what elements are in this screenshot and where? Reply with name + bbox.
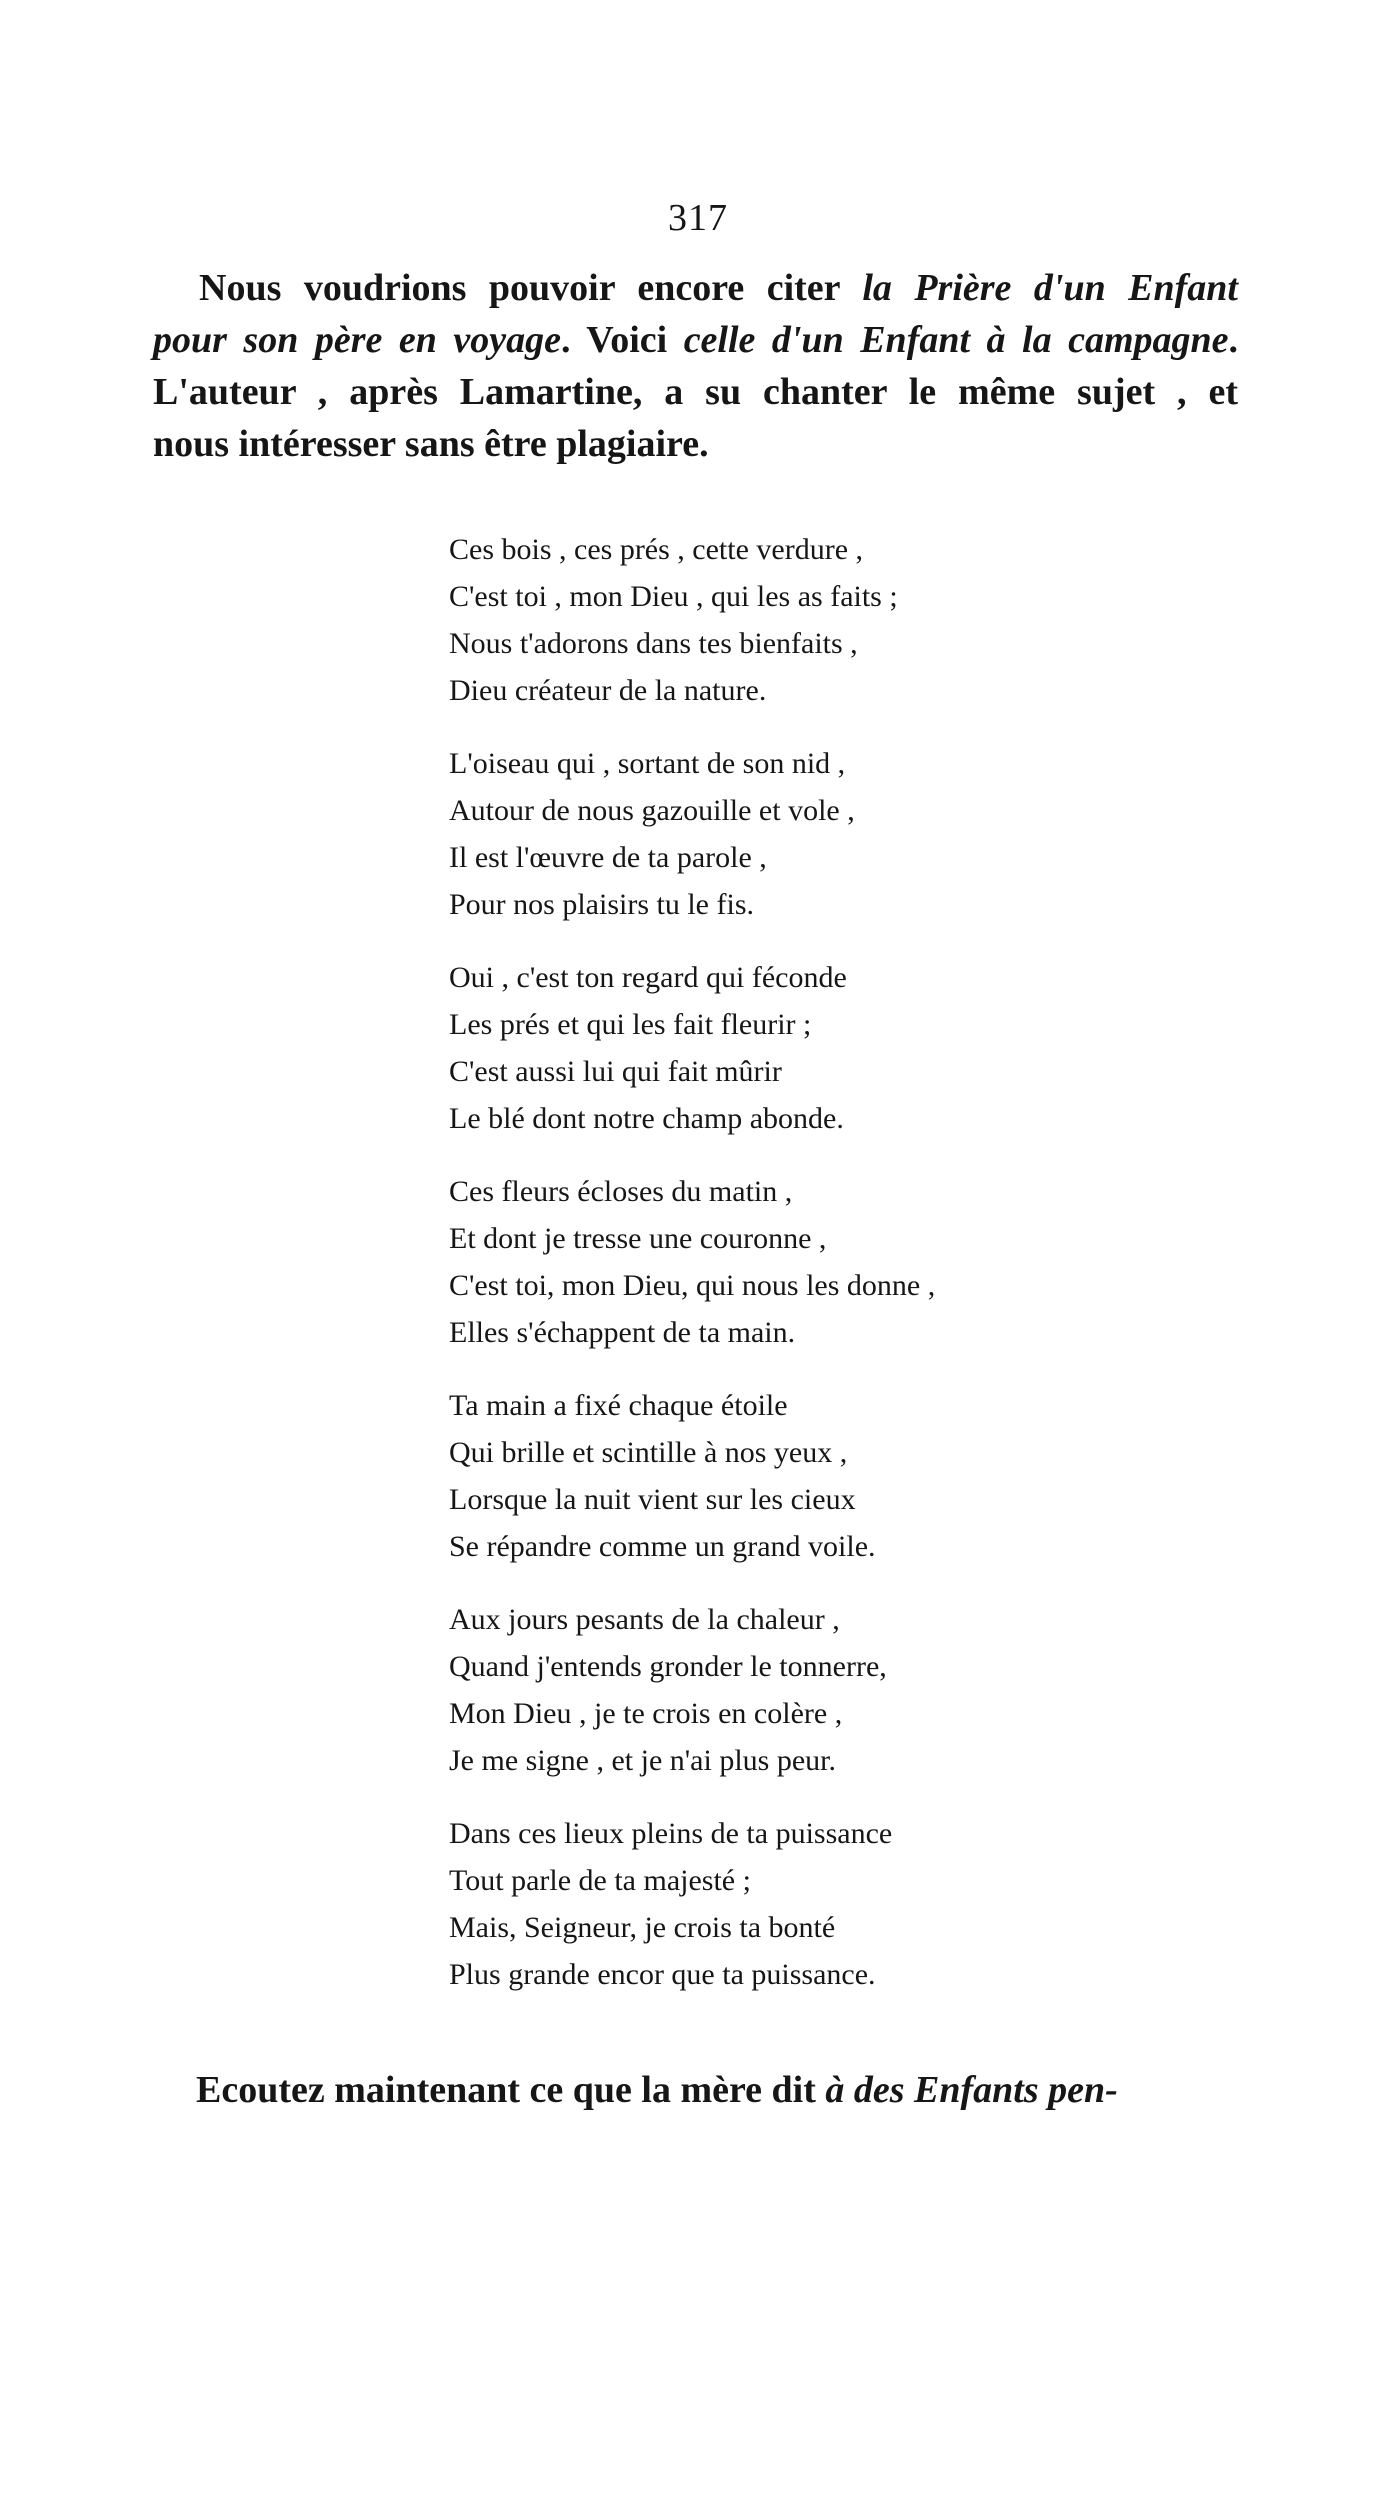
intro-line [153, 418, 1238, 470]
text-run: Ecoutez maintenant ce que la mère dit [196, 2069, 826, 2111]
poem-verse: C'est aussi lui qui fait mûrir [449, 1055, 782, 1088]
poem-stanza [449, 1810, 935, 1998]
poem-stanza [449, 1382, 935, 1570]
text-run: L'auteur , après Lamartine, a su chanter le même sujet , et [153, 371, 1238, 413]
poem-verse: Autour de nous gazouille et vole , [449, 794, 855, 827]
italic-text: la Prière d'un Enfant [862, 267, 1238, 309]
poem-verse: Tout parle de ta majesté ; [449, 1864, 751, 1897]
poem-verse: Je me signe , et je n'ai plus peur. [449, 1744, 836, 1777]
poem-verse: Plus grande encor que ta puissance. [449, 1958, 876, 1991]
poem-verse: Dans ces lieux pleins de ta puissance [449, 1817, 893, 1850]
poem-verse: Et dont je tresse une couronne , [449, 1222, 827, 1255]
poem-stanza [449, 1596, 935, 1784]
poem-verse: C'est toi , mon Dieu , qui les as faits ; [449, 580, 898, 613]
poem-verse: Elles s'échappent de ta main. [449, 1316, 796, 1349]
poem-verse: Quand j'entends gronder le tonnerre, [449, 1650, 887, 1683]
poem-verse: Dieu créateur de la nature. [449, 674, 767, 707]
poem-verse: Ta main a fixé chaque étoile [449, 1389, 788, 1422]
poem-stanza [449, 526, 935, 714]
text-run: . Voici [560, 319, 684, 361]
poem-verse: Oui , c'est ton regard qui féconde [449, 961, 847, 994]
intro-line [153, 366, 1238, 418]
italic-text: à des Enfants pen- [825, 2069, 1118, 2111]
text-run: Nous voudrions pouvoir encore citer [199, 267, 863, 309]
poem-verse: C'est toi, mon Dieu, qui nous les donne , [449, 1269, 936, 1302]
poem [449, 526, 935, 2024]
poem-verse: Pour nos plaisirs tu le fis. [449, 888, 754, 921]
poem-stanza [449, 740, 935, 928]
intro-line [153, 262, 1238, 314]
poem-verse: Mon Dieu , je te crois en colère , [449, 1697, 843, 1730]
poem-verse: Ces bois , ces prés , cette verdure , [449, 533, 864, 566]
poem-verse: Mais, Seigneur, je crois ta bonté [449, 1911, 836, 1944]
text-run: . [1228, 319, 1238, 361]
page-number: 317 [668, 197, 728, 239]
closing-paragraph [196, 2064, 1246, 2116]
poem-stanza [449, 954, 935, 1142]
poem-verse: Aux jours pesants de la chaleur , [449, 1603, 840, 1636]
poem-verse: Lorsque la nuit vient sur les cieux [449, 1483, 856, 1516]
intro-paragraph [153, 262, 1238, 470]
poem-verse: Ces fleurs écloses du matin , [449, 1175, 793, 1208]
italic-text: celle d'un Enfant à la campagne [683, 319, 1229, 361]
poem-verse: Se répandre comme un grand voile. [449, 1530, 876, 1563]
text-run: nous intéresser sans être plagiaire. [153, 423, 709, 465]
italic-text: pour son père en voyage [153, 319, 561, 361]
poem-verse: Le blé dont notre champ abonde. [449, 1102, 844, 1135]
intro-line [153, 314, 1238, 366]
poem-verse: Les prés et qui les fait fleurir ; [449, 1008, 812, 1041]
poem-verse: Nous t'adorons dans tes bienfaits , [449, 627, 858, 660]
poem-verse: Qui brille et scintille à nos yeux , [449, 1436, 848, 1469]
poem-stanza [449, 1168, 935, 1356]
poem-verse: L'oiseau qui , sortant de son nid , [449, 747, 846, 780]
poem-verse: Il est l'œuvre de ta parole , [449, 841, 767, 874]
